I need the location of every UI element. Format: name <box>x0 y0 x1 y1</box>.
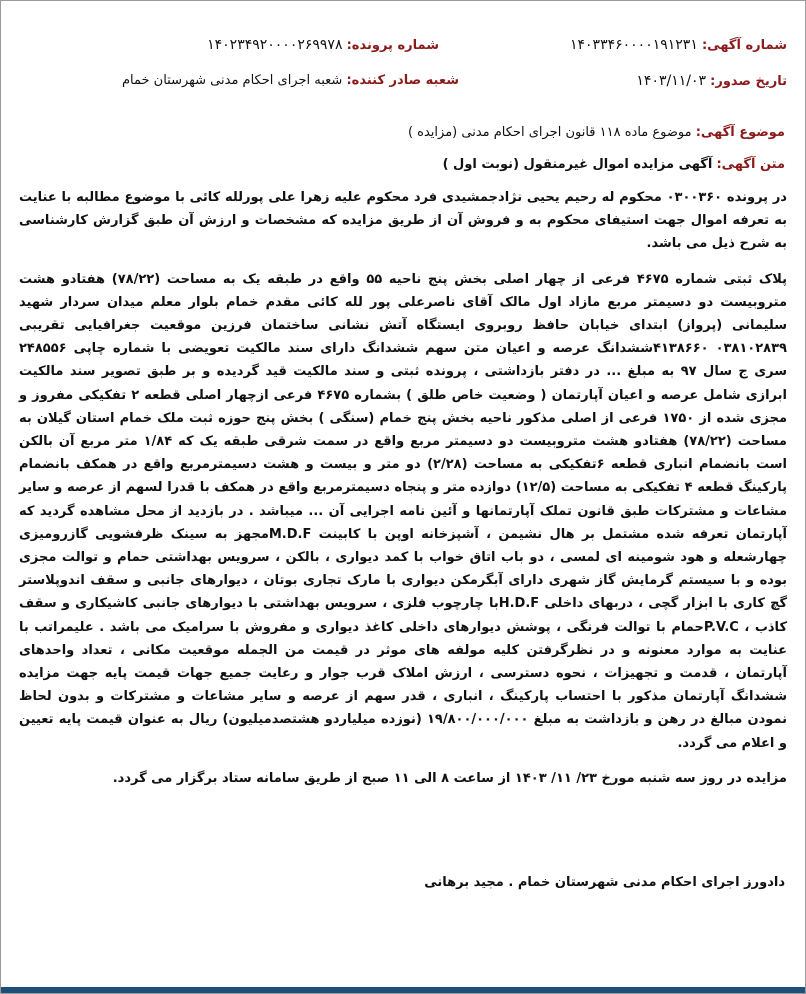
case-number-label: شماره پرونده: <box>346 38 439 53</box>
ad-number-label: شماره آگهی: <box>701 38 787 53</box>
signature: دادورز اجرای احکام مدنی شهرستان خمام . مجید برهانی <box>424 875 785 890</box>
intro-paragraph: در پرونده ۰۳۰۰۳۶۰ محکوم له رحیم یحیی نژادجمشیدی فرد محکوم علیه زهرا علی پورلله کائی با موضوع مطالبه با عنایت به تعرفه اموال جهت استیفای محکوم به و فروش آن از طریق مزایده که مشخصات و ارزش آن طبق گزارش کارشناسی به شرح ذیل می باشد. <box>19 190 787 252</box>
notice-body <box>19 186 787 790</box>
case-number-row <box>207 37 439 53</box>
issue-date-row <box>636 73 787 89</box>
property-description-paragraph: پلاک ثبتی شماره ۴۶۷۵ فرعی از چهار اصلی بخش پنج ناحیه ۵۵ واقع در طبقه یک به مساحت (۷۸/۲۲) هفتادو هشت متروبیست دو دسیمتر مربع مازاد اول مالک آقای ناصرعلی پور لله کائی مقدم خمام بلوار معلم میدان سردار شهید سلیمانی (پرواز) ابتدای خیابان حافظ روبروی ایستگاه آتش نشانی ساختمان فرزین موقعیت جغرافیایی تقریبی ۰۳۸۱۰۲۸۳۹ ۴۱۳۸۶۶۰ششدانگ عرصه و اعیان متن سهم ششدانگ دارای سند مالکیت تعویضی با شماره چاپی ۲۴۸۵۵۶ سری ج سال ۹۷ به مبلغ ... در دفتر بازداشتی ، پرونده ثبتی و سند مالکیت قید گردیده و بر طبق تصویر سند مالکیت ابرازی شامل عرصه و اعیان آپارتمان ( وضعیت خاص طلق ) بشماره ۴۶۷۵ فرعی ازچهار اصلی قطعه ۲ تفکیکی مفروز و مجزی شده از ۱۷۵۰ فرعی از اصلی مذکور ناحیه بخش پنج خمام (سنگی ) بخش پنج حوزه ثبت ملک خمام استان گیلان به مساحت (۷۸/۲۲) هفتادو هشت متروبیست دو دسیمتر مربع واقع در سمت شرقی طبقه یک که ۱/۸۴ متر مربع آن بالکن است بانضمام انباری قطعه ۶تفکیکی به مساحت (۲/۲۸) دو متر و بیست و هشت دسیمترمربع واقع در همکف بانضمام پارکینگ قطعه ۴ تفکیکی به مساحت (۱۲/۵) دوازده متر و پنجاه دسیمترمربع واقع در همکف با قدرا لسهم از عرصه و سایر مشاعات و مشترکات طبق قانون تملک آپارتمانها و آئین نامه اجرایی آن ... میباشد . در بازدید از محل مشاهده گردید که آپارتمان تعرفه شده مشتمل بر هال نشیمن ، آشپزخانه اوپن با کابینت M.D.Fمجهز به سینک ظرفشویی گازرومیزی چهارشعله و هود شومینه ای لمسی ، دو باب اتاق خواب با کمد دیواری ، بالکن ، سرویس بهداشتی حمام و توالت مجزی بوده و با سیستم گرمایش گاز شهری دارای آبگرمکن دیواری با مارک تجاری بوتان ، دیوارهای جانبی و سقف اندوپلاستر گچ کاری با ابزار گچی ، دربهای داخلی H.D.Fبا چارچوب فلزی ، سرویس بهداشتی با دیوارهای جانبی کاشیکاری و سقف کاذب ، P.V.Cحمام با توالت فرنگی ، پوشش دیوارهای داخلی کاغذ دیواری و مفروش با سرامیک می باشد . علیمراتب با عنایت به موارد معنونه و در نظرگرفتن کلیه مولفه های موثر در قیمت من الجمله موقعیت مکانی ، تعداد واحدهای آپارتمان ، قدمت و تجهیزات ، نحوه دسترسی ، ارزش املاک قرب جوار و رعایت جمیع جهات قیمت پایه جهت مزایده ششدانگ آپارتمان مذکور با احتساب پارکینگ ، انباری ، قدر سهم از عرصه و سایر مشاعات و مشترکات و بدون لحاظ نمودن مبالغ در رهن و بازداشت به مبلغ ۱۹/۸۰۰/۰۰۰/۰۰۰ (نوزده میلیاردو هشتصدمیلیون) ریال به عنوان قیمت پایه تعیین و اعلام می گردد. <box>19 271 788 751</box>
subject-value: موضوع ماده ۱۱۸ قانون اجرای احکام مدنی (مزایده ) <box>407 125 692 140</box>
notice-title-label: متن آگهی: <box>716 157 785 172</box>
subject-row <box>408 125 785 140</box>
ad-number-value: ۱۴۰۳۳۴۶۰۰۰۰۱۹۱۲۳۱ <box>570 37 698 53</box>
notice-title-value: آگهی مزایده اموال غیرمنقول (نوبت اول ) <box>442 157 713 172</box>
issue-date-label: تاریخ صدور: <box>710 74 787 89</box>
issuer-row <box>122 73 459 88</box>
issuer-label: شعبه صادر کننده: <box>346 73 459 88</box>
auction-time-paragraph: مزایده در روز سه شنبه مورخ ۲۳/ ۱۱/ ۱۴۰۳ از ساعت ۸ الی ۱۱ صبح از طریق سامانه ستاد برگزار می گردد. <box>112 770 787 786</box>
case-number-value: ۱۴۰۲۳۴۹۲۰۰۰۰۲۶۹۹۷۸ <box>207 37 343 53</box>
ad-number-row <box>570 37 787 53</box>
subject-label: موضوع آگهی: <box>695 125 785 140</box>
issue-date-value: ۱۴۰۳/۱۱/۰۳ <box>636 73 706 89</box>
notice-title-row <box>443 157 785 172</box>
issuer-value: شعبه اجرای احکام مدنی شهرستان خمام <box>121 73 343 88</box>
